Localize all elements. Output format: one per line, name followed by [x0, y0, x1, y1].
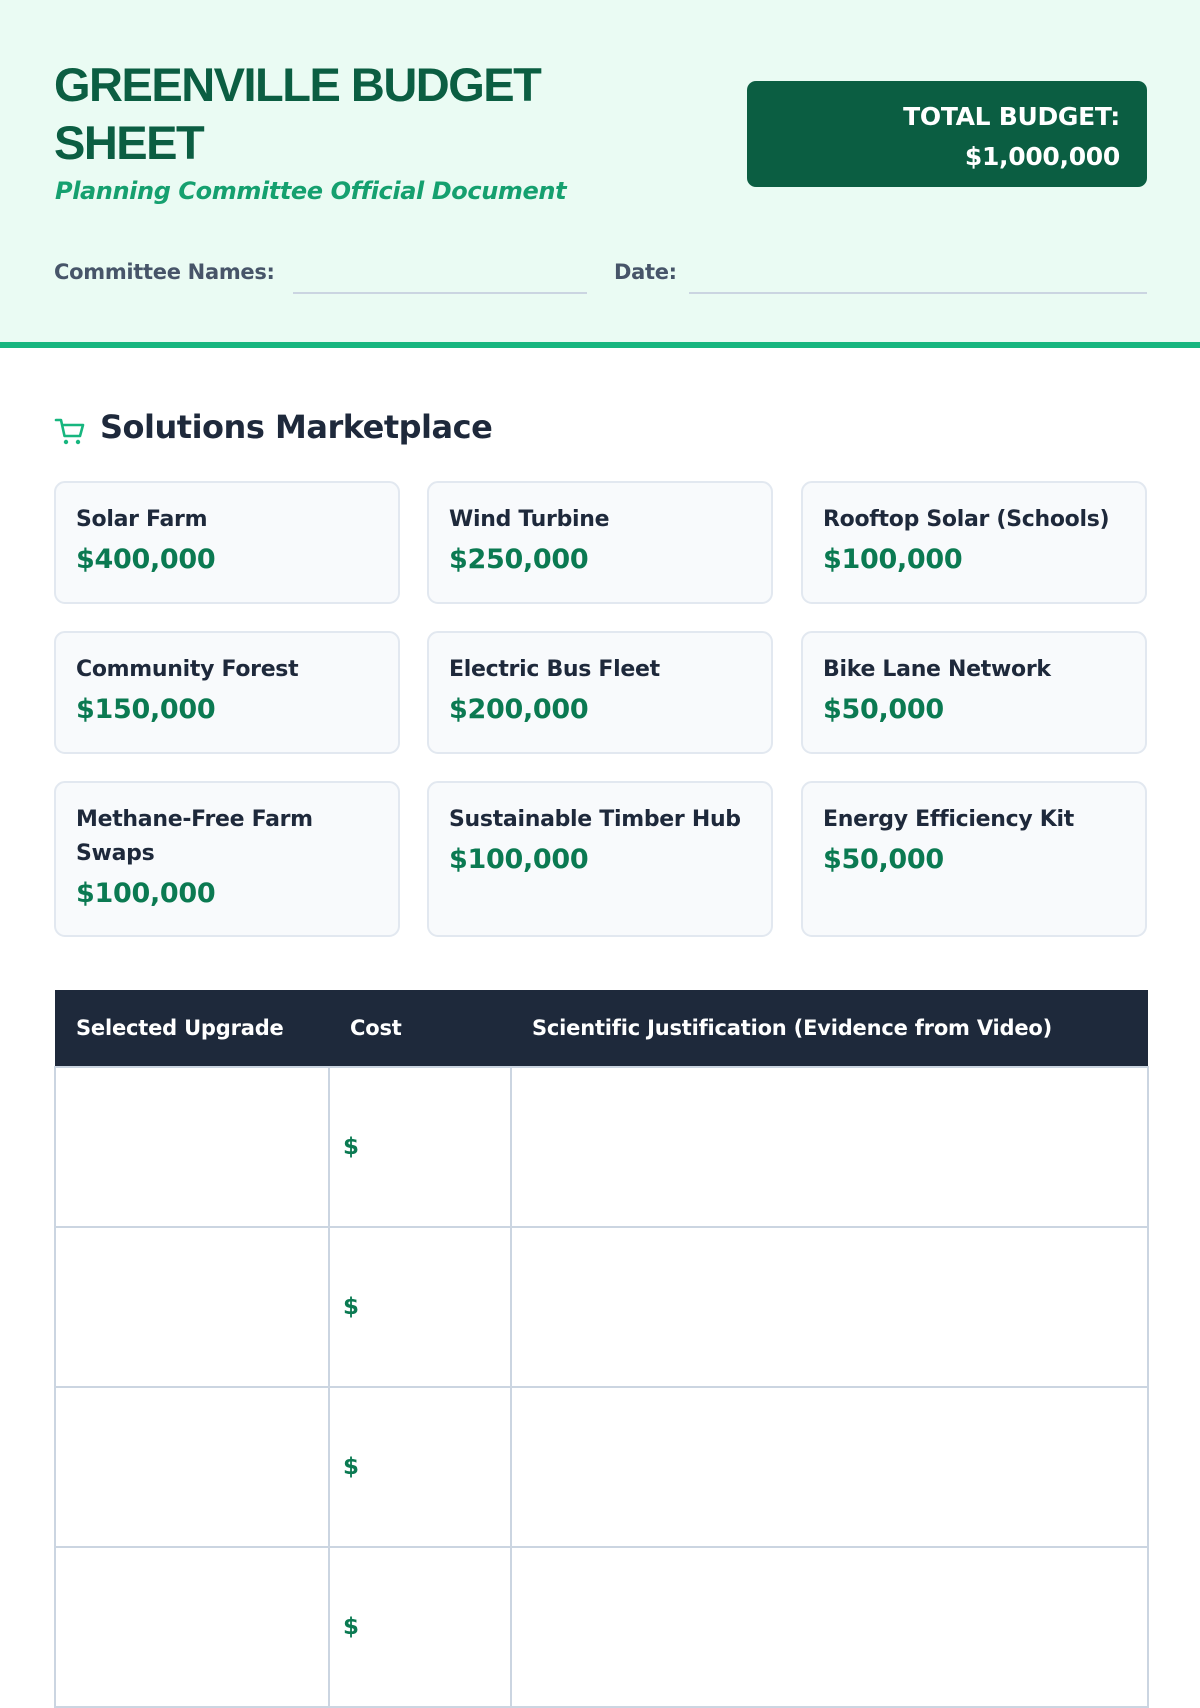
selection-table — [54, 990, 1149, 1708]
column-header-upgrade: Selected Upgrade — [55, 990, 329, 1067]
solution-price: $50,000 — [823, 844, 944, 875]
date-label: Date: — [614, 260, 677, 284]
committee-names-field[interactable] — [293, 292, 587, 294]
solution-name: Bike Lane Network — [823, 657, 1051, 682]
justification-cell[interactable] — [511, 1547, 1148, 1707]
solution-name: Methane-Free Farm Swaps — [76, 807, 313, 866]
solution-name: Rooftop Solar (Schools) — [823, 507, 1110, 532]
cost-cell[interactable]: $ — [329, 1227, 511, 1387]
justification-cell[interactable] — [511, 1067, 1148, 1227]
solution-price: $250,000 — [449, 544, 589, 575]
solution-price: $150,000 — [76, 694, 216, 725]
upgrade-cell[interactable] — [55, 1227, 329, 1387]
column-header-justification: Scientific Justification (Evidence from Video) — [511, 990, 1148, 1067]
cost-cell[interactable]: $ — [329, 1547, 511, 1707]
total-budget-value: $1,000,000 — [964, 142, 1120, 171]
solution-card[interactable] — [54, 631, 400, 754]
upgrade-cell[interactable] — [55, 1547, 329, 1707]
solution-name: Energy Efficiency Kit — [823, 807, 1074, 832]
solution-name: Solar Farm — [76, 507, 208, 532]
solution-price: $200,000 — [449, 694, 589, 725]
table-row — [55, 1067, 1148, 1227]
table-row — [55, 1387, 1148, 1547]
solution-price: $100,000 — [449, 844, 589, 875]
solution-name: Electric Bus Fleet — [449, 657, 660, 682]
column-header-cost: Cost — [329, 990, 511, 1067]
upgrade-cell[interactable] — [55, 1067, 329, 1227]
solution-card[interactable] — [427, 631, 773, 754]
shopping-cart-icon — [54, 415, 86, 447]
document-header — [0, 0, 1200, 348]
justification-cell[interactable] — [511, 1387, 1148, 1547]
table-row — [55, 1547, 1148, 1707]
solution-name: Wind Turbine — [449, 507, 610, 532]
committee-names-label: Committee Names: — [54, 260, 275, 284]
solution-name: Sustainable Timber Hub — [449, 807, 741, 832]
page-subtitle: Planning Committee Official Document — [55, 177, 567, 205]
cost-cell[interactable]: $ — [329, 1067, 511, 1227]
solution-price: $50,000 — [823, 694, 944, 725]
total-budget-badge — [747, 81, 1147, 187]
solution-card[interactable] — [801, 481, 1147, 604]
marketplace-title: Solutions Marketplace — [100, 408, 493, 446]
cost-cell[interactable]: $ — [329, 1387, 511, 1547]
page-title: GREENVILLE BUDGET SHEET — [54, 58, 541, 169]
solution-name: Community Forest — [76, 657, 299, 682]
solution-card[interactable] — [427, 781, 773, 937]
solution-card[interactable] — [54, 781, 400, 937]
solution-price: $400,000 — [76, 544, 216, 575]
solution-card[interactable] — [427, 481, 773, 604]
table-row — [55, 1227, 1148, 1387]
solution-card[interactable] — [54, 481, 400, 604]
solution-card[interactable] — [801, 781, 1147, 937]
justification-cell[interactable] — [511, 1227, 1148, 1387]
solution-price: $100,000 — [823, 544, 963, 575]
total-budget-label: TOTAL BUDGET: — [903, 102, 1120, 131]
solution-price: $100,000 — [76, 878, 216, 909]
upgrade-cell[interactable] — [55, 1387, 329, 1547]
table-header-row — [55, 990, 1148, 1067]
date-field[interactable] — [689, 292, 1147, 294]
solution-card[interactable] — [801, 631, 1147, 754]
